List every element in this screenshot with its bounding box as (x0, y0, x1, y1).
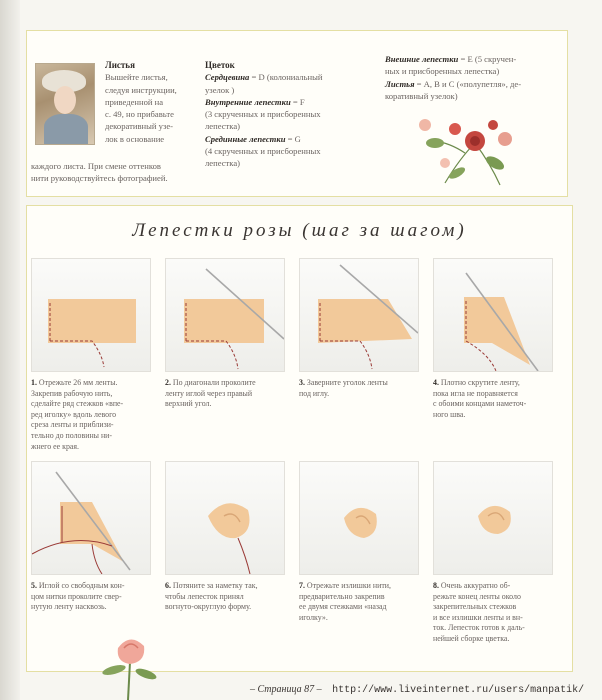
step-text: верхний угол. (165, 399, 212, 409)
rose-bouquet-illustration (405, 113, 535, 193)
step-text: сделайте ряд стежков «впе- (31, 399, 124, 409)
book-gutter (0, 0, 20, 700)
step-text: с обоими концами наметоч- (433, 399, 527, 409)
step-text: чтобы лепесток принял (165, 591, 244, 601)
leaves-section-tail (31, 160, 201, 185)
step-text: предварительно закрепив (299, 591, 385, 601)
middle-petals-text: = G (285, 133, 301, 144)
step-photo (433, 461, 553, 575)
step-text: ред иголку» вдоль левого (31, 409, 117, 419)
step-8 (433, 461, 555, 645)
step-text: нейшей сборке цветка. (433, 633, 510, 643)
step-text: под иглу. (299, 388, 330, 398)
step-text: Закрепив рабочую нить, (31, 388, 113, 398)
step-number: 1. (31, 378, 37, 387)
flower-section (205, 59, 375, 170)
core-text: узелок ) (205, 84, 235, 95)
leaves-stitch-label: Листья (385, 78, 415, 89)
page-footer (250, 684, 584, 696)
step-text: Заверните уголок ленты (306, 378, 388, 387)
leaves-text-line: следуя инструкции, (105, 84, 177, 95)
leaves-text-line: каждого листа. При смене оттенков (31, 161, 161, 171)
portrait-illustration (35, 63, 95, 145)
leaves-text-line: Вышейте листья, (105, 72, 168, 83)
middle-petals-label: Срединные лепестки (205, 133, 286, 144)
leaves-heading: Листья (105, 60, 135, 70)
step-text: нутую ленту насквозь. (31, 602, 107, 612)
step-text: Потяните за наметку так, (172, 581, 258, 590)
middle-petals-text: (4 скрученных и присборенных (205, 146, 321, 157)
leaves-text-line: приведенной на (105, 96, 164, 107)
step-photo (31, 258, 151, 372)
step-text: и все излишки ленты и вн- (433, 612, 523, 622)
leaves-stitch-text: коративный узелок) (385, 90, 458, 101)
inner-petals-text: лепестка) (205, 121, 241, 132)
leaves-stitch-text: = А, В и С («полупетля», де- (414, 78, 522, 89)
step-photo (165, 258, 285, 372)
step-number: 5. (31, 581, 37, 590)
leaves-text-line: с. 49, но прибавьте (105, 109, 174, 120)
step-number: 7. (299, 581, 305, 590)
rose-illustration (90, 630, 160, 700)
flower-heading: Цветок (205, 60, 235, 70)
step-5 (31, 461, 153, 613)
step-photo (31, 461, 151, 575)
step-text: ее двумя стежками «назад (299, 602, 387, 612)
step-7 (299, 461, 421, 623)
leaves-text-line: нити руководствуйтесь фотографией. (31, 173, 168, 184)
step-text: ток. Лепесток готов к даль- (433, 623, 525, 633)
middle-petals-text: лепестка) (205, 158, 241, 169)
step-text: вогнуто-округлую форму. (165, 602, 252, 612)
core-text: = D (колониальный (249, 72, 323, 83)
step-photo (433, 258, 553, 372)
step-4 (433, 258, 555, 420)
step-text: Очень аккуратно об- (440, 581, 511, 590)
step-text: тельно до половины ни- (31, 430, 113, 440)
step-6 (165, 461, 287, 613)
steps-box (26, 205, 573, 672)
step-2 (165, 258, 287, 410)
step-text: режьте конец ленты около (433, 591, 521, 601)
inner-petals-label: Внутренние лепестки (205, 96, 291, 107)
outer-petals-text: = Е (5 скручен- (458, 54, 517, 64)
step-text: закрепительных стежков (433, 602, 517, 612)
leaves-text-line: декоративный узе- (105, 121, 174, 132)
step-text: Отрежьте 26 мм ленты. (38, 378, 118, 387)
step-text: ленту иглой через правый (165, 388, 253, 398)
step-text: Плотно скрутите ленту, (440, 378, 520, 387)
outer-petals-label: Внешние лепестки (385, 54, 459, 64)
step-text: иголку». (299, 612, 328, 622)
core-label: Сердцевина (205, 72, 250, 83)
step-text: По диагонали проколите (172, 378, 256, 387)
step-3 (299, 258, 421, 399)
step-text: Отрежьте излишки нити, (306, 581, 391, 590)
source-url[interactable]: http://www.liveinternet.ru/users/manpatik/ (332, 685, 585, 696)
step-text: цом нитки проколите свер- (31, 591, 122, 601)
inner-petals-text: = F (290, 96, 305, 107)
step-text: пока игла не поравняется (433, 388, 518, 398)
step-number: 3. (299, 378, 305, 387)
step-photo (165, 461, 285, 575)
inner-petals-text: (3 скрученных и присборенных (205, 109, 321, 120)
step-photo (299, 258, 419, 372)
page-number: – Страница 87 – (250, 684, 322, 695)
step-1 (31, 258, 153, 452)
step-number: 2. (165, 378, 171, 387)
section-title: Лепестки розы (шаг за шагом) (132, 220, 467, 241)
step-number: 8. (433, 581, 439, 590)
step-number: 4. (433, 378, 439, 387)
outer-section (385, 53, 563, 102)
leaves-section (105, 59, 191, 145)
outer-petals-text: ных и присборенных лепестка) (385, 66, 500, 77)
step-number: 6. (165, 581, 171, 590)
leaves-text-line: лок в основание (105, 133, 165, 144)
step-text: ного шва. (433, 409, 466, 419)
materials-box (26, 30, 568, 197)
step-photo (299, 461, 419, 575)
step-text: Иглой со свободным кон- (38, 581, 125, 590)
step-text: жнего ее края. (31, 441, 79, 451)
step-text: среза ленты и приблизи- (31, 420, 114, 430)
